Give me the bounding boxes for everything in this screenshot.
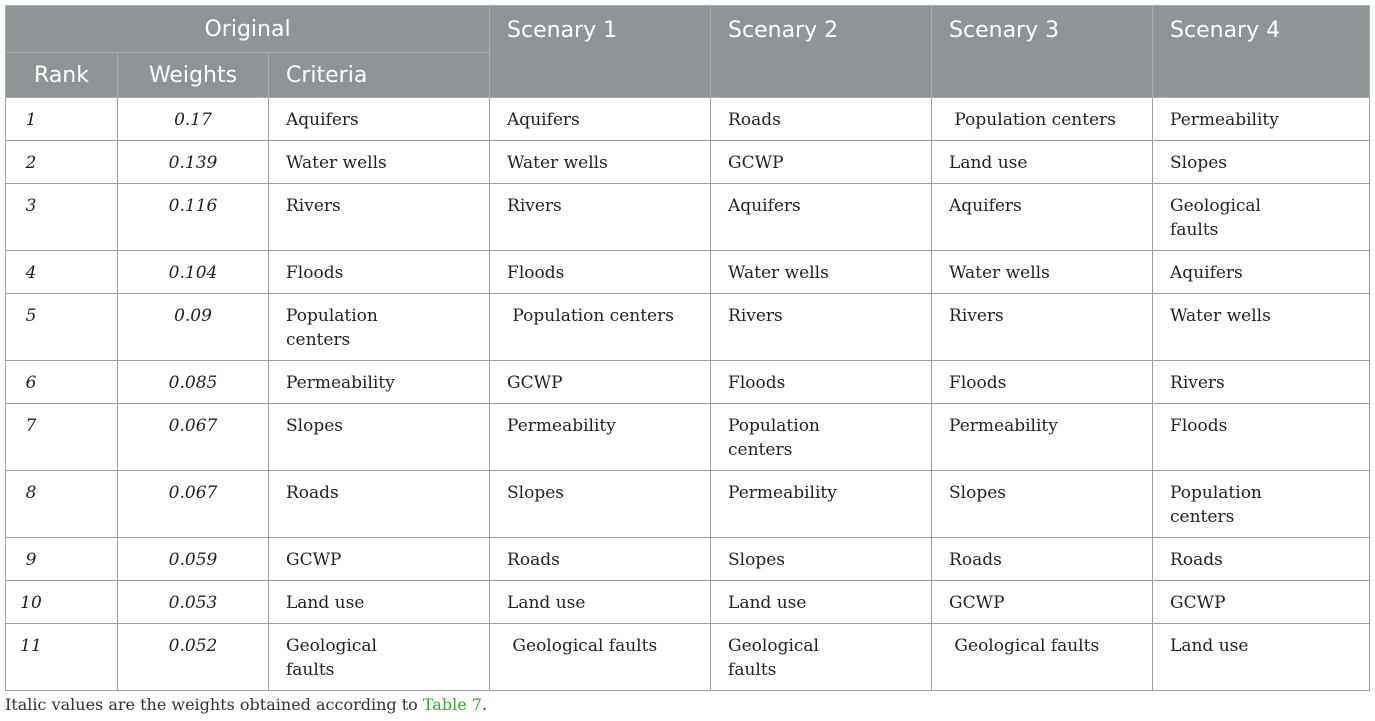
weight-cell: 0.085 — [118, 361, 269, 404]
scenary-4-cell: Floods — [1153, 404, 1370, 471]
weight-cell: 0.067 — [118, 404, 269, 471]
header-rank: Rank — [6, 53, 118, 98]
scenary-2-cell: GCWP — [711, 141, 932, 184]
scenary-3-cell: Water wells — [932, 251, 1153, 294]
weight-cell: 0.116 — [118, 184, 269, 251]
scenary-1-cell: Water wells — [490, 141, 711, 184]
table-row — [6, 294, 1370, 361]
weight-cell: 0.067 — [118, 471, 269, 538]
scenary-2-cell: Slopes — [711, 538, 932, 581]
scenary-2-cell: Roads — [711, 98, 932, 141]
scenary-2-cell: Rivers — [711, 294, 932, 361]
scenary-4-cell: Slopes — [1153, 141, 1370, 184]
scenary-4-cell: Land use — [1153, 624, 1370, 691]
table-row — [6, 98, 1370, 141]
rank-cell: 9 — [6, 538, 118, 581]
table-row — [6, 471, 1370, 538]
scenary-4-cell: Geological faults — [1153, 184, 1370, 251]
scenary-2-cell: Permeability — [711, 471, 932, 538]
header-scenary-3: Scenary 3 — [932, 6, 1153, 98]
scenary-4-cell: Rivers — [1153, 361, 1370, 404]
scenary-2-cell: Floods — [711, 361, 932, 404]
header-scenary-2: Scenary 2 — [711, 6, 932, 98]
scenary-3-cell: Population centers — [932, 98, 1153, 141]
weight-cell: 0.17 — [118, 98, 269, 141]
rank-cell: 11 — [6, 624, 118, 691]
scenary-3-cell: Geological faults — [932, 624, 1153, 691]
scenary-2-cell: Geological faults — [711, 624, 932, 691]
criteria-cell: Geological faults — [269, 624, 490, 691]
table-footnote — [5, 695, 487, 714]
scenary-3-cell: Slopes — [932, 471, 1153, 538]
scenary-4-cell: Water wells — [1153, 294, 1370, 361]
scenario-ranking-table — [5, 5, 1370, 691]
table-container — [5, 5, 1369, 691]
scenary-1-cell: Geological faults — [490, 624, 711, 691]
scenary-3-cell: Roads — [932, 538, 1153, 581]
scenary-3-cell: Land use — [932, 141, 1153, 184]
header-weights: Weights — [118, 53, 269, 98]
scenary-2-cell: Population centers — [711, 404, 932, 471]
header-original: Original — [6, 6, 490, 53]
criteria-cell: Aquifers — [269, 98, 490, 141]
table-row — [6, 141, 1370, 184]
table-row — [6, 404, 1370, 471]
rank-cell: 5 — [6, 294, 118, 361]
criteria-cell: Population centers — [269, 294, 490, 361]
weight-cell: 0.059 — [118, 538, 269, 581]
scenary-3-cell: GCWP — [932, 581, 1153, 624]
rank-cell: 7 — [6, 404, 118, 471]
scenary-4-cell: Population centers — [1153, 471, 1370, 538]
weight-cell: 0.139 — [118, 141, 269, 184]
footnote-text: Italic values are the weights obtained according to — [5, 695, 423, 714]
criteria-cell: Roads — [269, 471, 490, 538]
weight-cell: 0.104 — [118, 251, 269, 294]
header-scenary-1: Scenary 1 — [490, 6, 711, 98]
table-7-link[interactable]: Table 7 — [422, 695, 482, 714]
scenary-3-cell: Floods — [932, 361, 1153, 404]
scenary-3-cell: Rivers — [932, 294, 1153, 361]
rank-cell: 4 — [6, 251, 118, 294]
rank-cell: 10 — [6, 581, 118, 624]
rank-cell: 3 — [6, 184, 118, 251]
table-row — [6, 361, 1370, 404]
scenary-3-cell: Permeability — [932, 404, 1153, 471]
scenary-1-cell: Rivers — [490, 184, 711, 251]
header-scenary-4: Scenary 4 — [1153, 6, 1370, 98]
table-row — [6, 251, 1370, 294]
scenary-4-cell: Aquifers — [1153, 251, 1370, 294]
criteria-cell: Rivers — [269, 184, 490, 251]
scenary-1-cell: Land use — [490, 581, 711, 624]
scenary-1-cell: Slopes — [490, 471, 711, 538]
scenary-3-cell: Aquifers — [932, 184, 1153, 251]
scenary-2-cell: Aquifers — [711, 184, 932, 251]
header-criteria: Criteria — [269, 53, 490, 98]
criteria-cell: GCWP — [269, 538, 490, 581]
scenary-1-cell: Roads — [490, 538, 711, 581]
scenary-4-cell: Roads — [1153, 538, 1370, 581]
weight-cell: 0.09 — [118, 294, 269, 361]
table-row — [6, 581, 1370, 624]
scenary-1-cell: GCWP — [490, 361, 711, 404]
criteria-cell: Land use — [269, 581, 490, 624]
criteria-cell: Water wells — [269, 141, 490, 184]
rank-cell: 8 — [6, 471, 118, 538]
weight-cell: 0.052 — [118, 624, 269, 691]
rank-cell: 6 — [6, 361, 118, 404]
scenary-1-cell: Floods — [490, 251, 711, 294]
scenary-1-cell: Population centers — [490, 294, 711, 361]
scenary-2-cell: Land use — [711, 581, 932, 624]
weight-cell: 0.053 — [118, 581, 269, 624]
criteria-cell: Floods — [269, 251, 490, 294]
scenary-2-cell: Water wells — [711, 251, 932, 294]
table-body — [6, 98, 1370, 691]
table-row — [6, 538, 1370, 581]
table-row — [6, 184, 1370, 251]
scenary-1-cell: Permeability — [490, 404, 711, 471]
criteria-cell: Permeability — [269, 361, 490, 404]
table-row — [6, 624, 1370, 691]
rank-cell: 1 — [6, 98, 118, 141]
rank-cell: 2 — [6, 141, 118, 184]
scenary-4-cell: GCWP — [1153, 581, 1370, 624]
table-header — [6, 6, 1370, 98]
criteria-cell: Slopes — [269, 404, 490, 471]
scenary-1-cell: Aquifers — [490, 98, 711, 141]
footnote-period: . — [481, 695, 488, 714]
scenary-4-cell: Permeability — [1153, 98, 1370, 141]
